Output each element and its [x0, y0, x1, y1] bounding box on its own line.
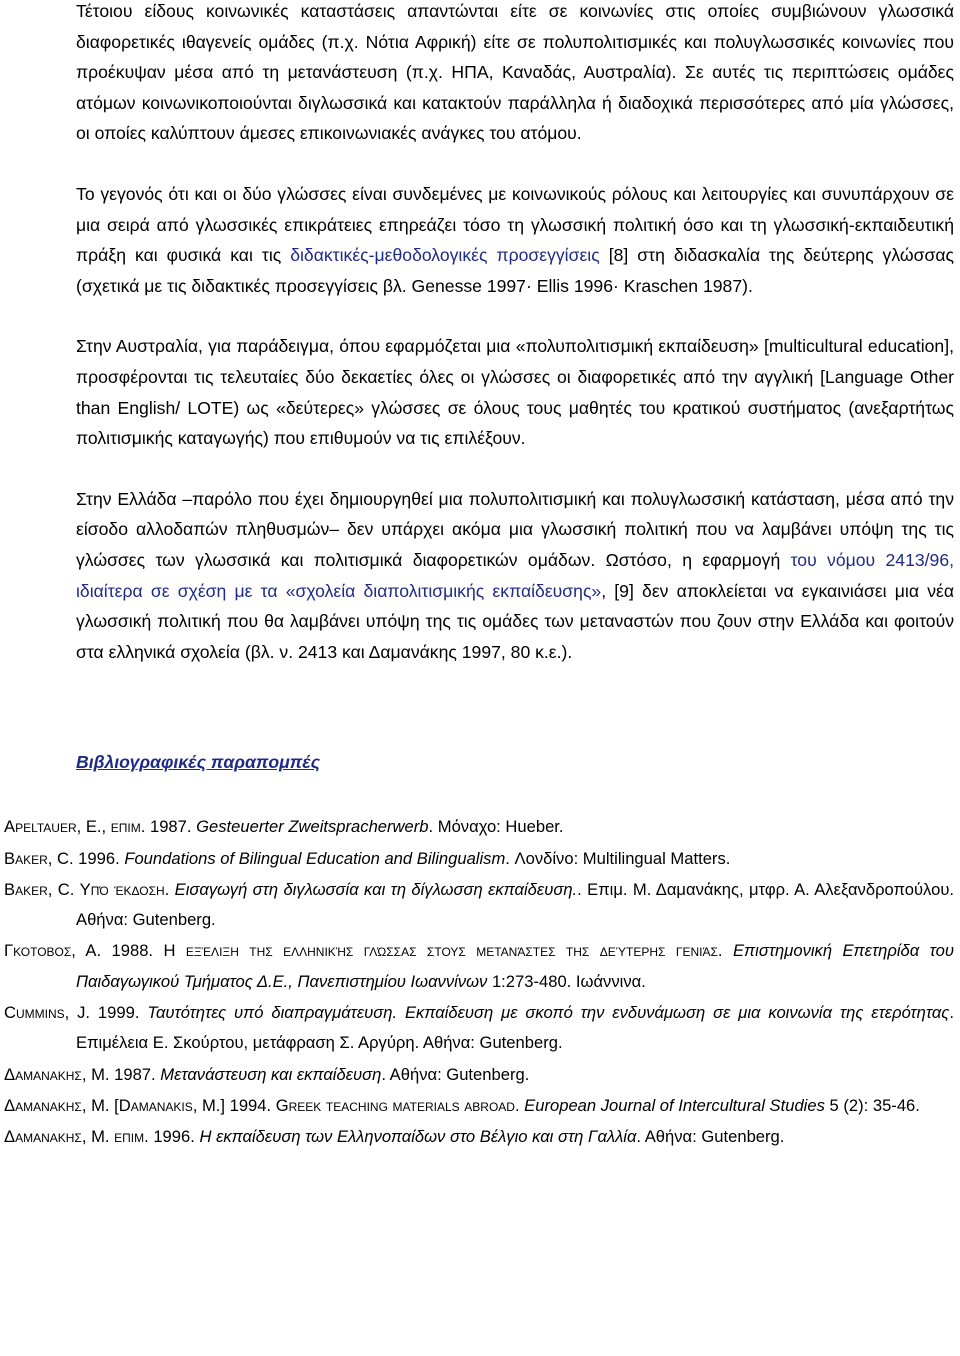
reference-item	[4, 998, 954, 1059]
didactic-approaches-link[interactable]: διδακτικές-μεθοδολογικές προσεγγίσεις	[290, 245, 600, 266]
reference-title: Η εκπαίδευση των Ελληνοπαίδων στο Βέλγιο και στη Γαλλία	[199, 1127, 637, 1147]
reference-author: Apeltauer, E., επιμ. 1987.	[4, 817, 197, 837]
reference-title: Gesteuerter Zweitspracherwerb	[196, 817, 429, 837]
reference-author: Δαμανακης, Μ. [Damanakis, M.] 1994. Greek teaching materials abroad.	[4, 1095, 525, 1115]
reference-rest: 1:273-480. Ιωάννινα.	[487, 971, 646, 991]
bibliography-heading: Βιβλιογραφικές παραπομπές	[76, 752, 321, 773]
reference-rest: . Αθήνα: Gutenberg.	[636, 1127, 785, 1147]
reference-author: Δαμανακης, Μ. 1987.	[4, 1064, 161, 1084]
reference-author: Baker, C. 1996.	[4, 848, 125, 868]
paragraph-multilingual-societies	[76, 0, 954, 149]
law-2413-link[interactable]: του νόμου 2413/96, ιδιαίτερα σε σχέση με τα «σχολεία διαπολιτισμικής εκπαίδευσης»	[76, 549, 954, 601]
reference-title: Foundations of Bilingual Education and Bilingualism	[124, 848, 506, 868]
reference-author: Δαμανακης, Μ. επιμ. 1996.	[4, 1127, 200, 1147]
reference-item	[4, 812, 954, 842]
reference-title: Επιστημονική Επετηρίδα του Παιδαγωγικού Τμήματος Δ.Ε., Πανεπιστημίου Ιωαννίνων	[76, 941, 954, 991]
reference-author: Γκοτοβος, Α. 1988. Η εξέλιξη της ελληνικής γλώσσας στους μετανάστες της δεύτερης γενιάς.	[4, 941, 733, 961]
paragraph-text: Τέτοιου είδους κοινωνικές καταστάσεις απαντώνται είτε σε κοινωνίες στις οποίες συμβιώνουν γλωσσικά διαφορετικές ιθαγενείς ομάδες (π.χ. Νότια Αφρική) είτε σε πολυπολιτισμικές και πολυγλωσσικές κοινωνίες που προέκυψαν μέσα από τη μετανάστευση (π.χ. ΗΠΑ, Καναδάς, Αυστραλία). Σε αυτές τις περιπτώσεις ομάδες ατόμων κοινωνικοποιούνται διγλωσσικά και κατακτούν παράλληλα ή διαδοχικά περισσότερες από μία γλώσσες, οι οποίες καλύπτουν άμεσες επικοινωνιακές ανάγκες του ατόμου.	[76, 1, 954, 144]
reference-title: Εισαγωγή στη διγλωσσία και τη δίγλωσση εκπαίδευση.	[174, 879, 578, 899]
reference-list	[4, 812, 955, 1152]
reference-author: Cummins, J. 1999.	[4, 1003, 148, 1023]
reference-title: Ταυτότητες υπό διαπραγμάτευση. Εκπαίδευση με σκοπό την ενδυνάμωση σε μια κοινωνία της ετερότητας	[147, 1003, 950, 1023]
reference-title: European Journal of Intercultural Studies	[524, 1095, 825, 1115]
reference-item	[4, 1060, 954, 1090]
reference-rest: . Αθήνα: Gutenberg.	[381, 1064, 530, 1084]
reference-rest: 5 (2): 35-46.	[824, 1095, 920, 1115]
paragraph-text: Το γεγονός ότι και οι δύο γλώσσες είναι συνδεμένες με κοινωνικούς ρόλους και λειτουργίες και συνυπάρχουν σε μια σειρά από γλωσσικές επικράτειες επηρεάζει τόσο τη γλωσσική πολιτική όσο και τη γλωσσική-εκπαιδευτική πράξη και φυσικά και τις	[76, 183, 954, 266]
paragraph-text: [8] στη διδασκαλία της δεύτερης γλώσσας (σχετικά με τις διδακτικές προσεγγίσεις βλ. Genesse 1997· Ellis 1996· Kraschen 1987).	[76, 245, 954, 296]
reference-item	[4, 1122, 954, 1152]
paragraph-greece	[76, 484, 954, 668]
reference-item	[4, 1091, 954, 1121]
reference-item	[4, 875, 954, 936]
paragraph-text: Στην Αυστραλία, για παράδειγμα, όπου εφαρμόζεται μια «πολυπολιτισμική εκπαίδευση» [multicultural education], προσφέρονται τις τελευταίες δύο δεκαετίες όλες οι γλώσσες οι διαφορετικές από την αγγλική [Language Other than English/ LOTE) ως «δεύτερες» γλώσσες σε όλους τους μαθητές του κρατικού συστήματος (ανεξαρτήτως πολιτισμικής καταγωγής) που επιθυμούν να τις επιλέξουν.	[76, 336, 954, 449]
reference-rest: . Επιμ. Μ. Δαμανάκης, μτφρ. Α. Αλεξανδροπούλου. Αθήνα: Gutenberg.	[76, 879, 955, 930]
reference-rest: . Μόναχο: Hueber.	[428, 817, 564, 837]
reference-rest: . Επιμέλεια Ε. Σκούρτου, μετάφραση Σ. Αργύρη. Αθήνα: Gutenberg.	[76, 1003, 954, 1053]
reference-rest: . Λονδίνο: Multilingual Matters.	[505, 848, 731, 868]
reference-item	[4, 936, 954, 997]
paragraph-language-policy	[76, 179, 954, 301]
paragraph-australia	[76, 331, 954, 453]
paragraph-text: Στην Ελλάδα –παρόλο που έχει δημιουργηθεί μια πολυπολιτισμική και πολυγλωσσική κατάσταση, μέσα από την είσοδο αλλοδαπών πληθυσμών– δεν υπάρχει ακόμα μια γλωσσική πολιτική που να λαμβάνει υπόψη της τις γλώσσες των γλωσσικά και πολιτισμικά διαφορετικών ομάδων. Ωστόσο, η εφαρμογή	[76, 488, 954, 570]
reference-author: Baker, C. Υπό έκδοση.	[4, 879, 175, 899]
reference-item	[4, 844, 954, 874]
paragraph-text: , [9] δεν αποκλείεται να εγκαινιάσει μια νέα γλωσσική πολιτική που θα λαμβάνει υπόψη της τις ομάδες των μεταναστών που ζουν στην Ελλάδα και φοιτούν στα ελληνικά σχολεία (βλ. ν. 2413 και Δαμανάκης 1997, 80 κ.ε.).	[76, 580, 954, 662]
document-page	[4, 0, 955, 1153]
reference-title: Μετανάστευση και εκπαίδευση	[160, 1064, 382, 1084]
